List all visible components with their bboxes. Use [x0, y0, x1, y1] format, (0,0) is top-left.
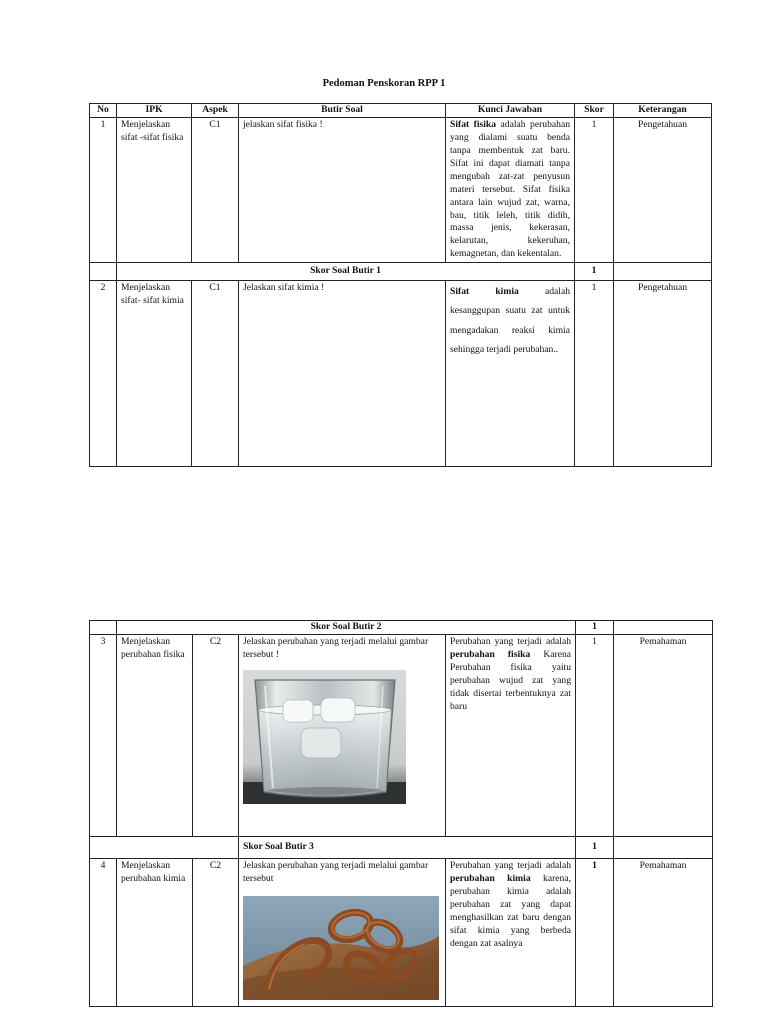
kunci-term: perubahan fisika: [450, 648, 531, 660]
row-skor: 1: [576, 858, 614, 1006]
row-keterangan: Pemahaman: [614, 634, 713, 836]
row-aspek: C1: [192, 281, 239, 467]
table-header-row: [90, 104, 712, 118]
row-aspek: C2: [193, 634, 239, 836]
header-kunci-jawaban: Kunci Jawaban: [446, 104, 575, 118]
table-row: [90, 858, 713, 1006]
row-skor: 1: [575, 281, 614, 467]
row-ipk: Menjelaskan sifat- sifat kimia: [117, 281, 192, 467]
table-row: [90, 281, 712, 467]
kunci-text: Perubahan yang terjadi adalah: [450, 859, 572, 871]
score-subtotal-label: Skor Soal Butir 1: [117, 263, 575, 281]
score-subtotal-value: 1: [576, 621, 614, 635]
kunci-text: Perubahan yang terjadi adalah: [450, 635, 572, 647]
row-butir-soal: jelaskan sifat fisika !: [239, 117, 446, 262]
score-subtotal-row: [90, 263, 712, 281]
kunci-text: adalah perubahan yang dialami suatu benda tanpa membentuk zat baru. Sifat ini dapat diamati tanpa mengubah zat-zat penyusun materi tersebut. Sifat fisika antara lain wujud zat, warna, bau, titik leleh, titik didih, massa jenis, kekerasan, kelarutan, kekeruhan, kemagnetan, dan kekentalan.: [450, 118, 570, 260]
row-ipk: Menjelaskan sifat -sifat fisika: [117, 117, 192, 262]
row-kunci-jawaban: [446, 858, 576, 1006]
question-text: Jelaskan perubahan yang terjadi melalui gambar tersebut !: [243, 635, 429, 660]
row-skor: 1: [576, 634, 614, 836]
header-butir-soal: Butir Soal: [239, 104, 446, 118]
header-keterangan: Keterangan: [614, 104, 712, 118]
row-kunci-jawaban: [446, 281, 575, 467]
row-number: 3: [90, 634, 117, 836]
row-number: 1: [90, 117, 117, 262]
water-glass-photo: [243, 670, 406, 804]
kunci-text: adalah kesanggupan suatu zat untuk mengadakan reaksi kimia sehingga terjadi perubahan..: [450, 286, 571, 355]
score-subtotal-row: [90, 621, 713, 635]
row-keterangan: Pemahaman: [614, 858, 713, 1006]
row-keterangan: Pengetahuan: [614, 281, 712, 467]
row-butir-soal: Jelaskan sifat kimia !: [239, 281, 446, 467]
scoring-table-page-1: [89, 103, 712, 467]
score-subtotal-label: Skor Soal Butir 2: [117, 621, 576, 635]
score-subtotal-value: 1: [576, 836, 614, 858]
row-aspek: C2: [193, 858, 239, 1006]
score-subtotal-value: 1: [575, 263, 614, 281]
kunci-term: perubahan kimia: [450, 872, 531, 884]
row-ipk: Menjelaskan perubahan fisika: [117, 634, 193, 836]
score-subtotal-row: [90, 836, 713, 858]
row-butir-soal: [239, 858, 446, 1006]
row-aspek: C1: [192, 117, 239, 262]
question-text: Jelaskan perubahan yang terjadi melalui gambar tersebut: [243, 859, 429, 884]
scoring-table-page-2: [89, 620, 713, 1007]
page-title: Pedoman Penskoran RPP 1: [322, 78, 446, 89]
header-aspek: Aspek: [192, 104, 239, 118]
kunci-term: Sifat fisika: [450, 118, 497, 130]
row-kunci-jawaban: [446, 117, 575, 262]
score-subtotal-label: Skor Soal Butir 3: [239, 836, 576, 858]
row-skor: 1: [575, 117, 614, 262]
kunci-term: Sifat kimia: [450, 286, 519, 298]
table-row: [90, 634, 713, 836]
row-number: 4: [90, 858, 117, 1006]
row-ipk: Menjelaskan perubahan kimia: [117, 858, 193, 1006]
header-skor: Skor: [575, 104, 614, 118]
rusty-chain-photo: [243, 896, 439, 1000]
header-ipk: IPK: [117, 104, 192, 118]
row-keterangan: Pengetahuan: [614, 117, 712, 262]
row-kunci-jawaban: [446, 634, 576, 836]
kunci-text: Karena Perubahan fisika yaitu perubahan wujud zat yang tidak disertai terbentuknya zat baru: [450, 648, 572, 712]
header-no: No: [90, 104, 117, 118]
table-row: [90, 117, 712, 262]
kunci-text: karena, perubahan kimia adalah perubahan zat yang dapat menghasilkan zat baru dengan sifat kimia yang berbeda dengan zat asalnya: [450, 872, 572, 949]
row-butir-soal: [239, 634, 446, 836]
row-number: 2: [90, 281, 117, 467]
